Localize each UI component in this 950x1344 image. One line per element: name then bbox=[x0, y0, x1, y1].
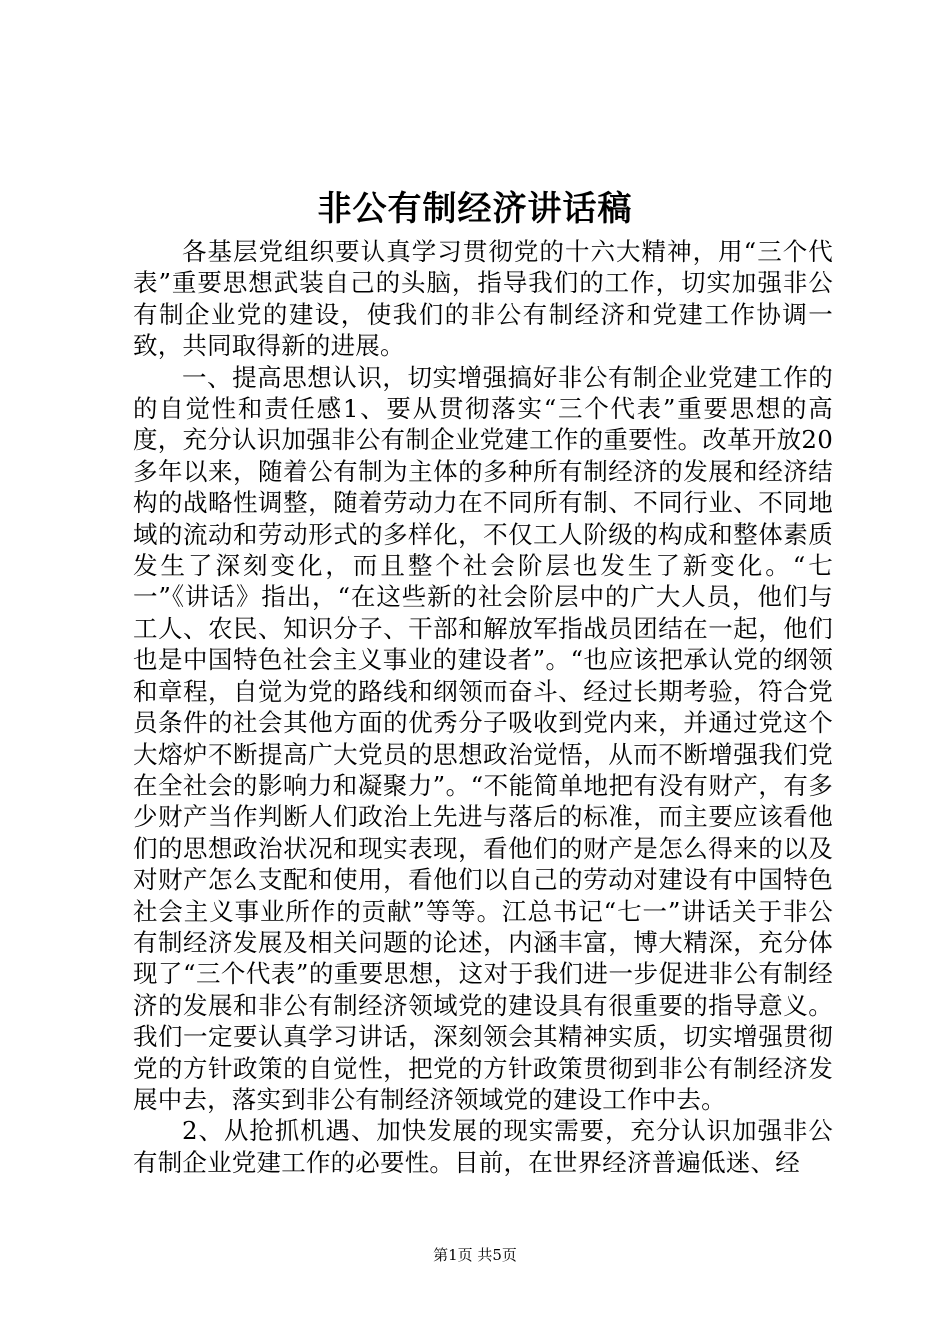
document-body bbox=[133, 236, 833, 1178]
page-number-footer: 第1页 共5页 bbox=[433, 1246, 517, 1264]
paragraph-section-one: 一、提高思想认识，切实增强搞好非公有制企业党建工作的的自觉性和责任感1、要从贯彻落实“三个代表”重要思想的高度，充分认识加强非公有制企业党建工作的重要性。改革开放20多年以来，随着公有制为主体的多种所有制经济的发展和经济结构的战略性调整，随着劳动力在不同所有制、不同行业、不同地域的流动和劳动形式的多样化，不仅工人阶级的构成和整体素质发生了深刻变化，而且整个社会阶层也发生了新变化。“七一”《讲话》指出，“在这些新的社会阶层中的广大人员，他们与工人、农民、知识分子、干部和解放军指战员团结在一起，他们也是中国特色社会主义事业的建设者”。“也应该把承认党的纲领和章程，自觉为党的路线和纲领而奋斗、经过长期考验，符合党员条件的社会其他方面的优秀分子吸收到党内来，并通过党这个大熔炉不断提高广大党员的思想政治觉悟，从而不断增强我们党在全社会的影响力和凝聚力”。“不能简单地把有没有财产，有多少财产当作判断人们政治上先进与落后的标准，而主要应该看他们的思想政治状况和现实表现，看他们的财产是怎么得来的以及对财产怎么支配和使用，看他们以自己的劳动对建设有中国特色社会主义事业所作的贡献”等等。江总书记“七一”讲话关于非公有制经济发展及相关问题的论述，内涵丰富，博大精深，充分体现了“三个代表”的重要思想，这对于我们进一步促进非公有制经济的发展和非公有制经济领域党的建设具有很重要的指导意义。我们一定要认真学习讲话，深刻领会其精神实质，切实增强贯彻党的方针政策的自觉性，把党的方针政策贯彻到非公有制经济发展中去，落实到非公有制经济领域党的建设工作中去。 bbox=[133, 362, 833, 1114]
paragraph-intro: 各基层党组织要认真学习贯彻党的十六大精神，用“三个代表”重要思想武装自己的头脑，指导我们的工作，切实加强非公有制企业党的建设，使我们的非公有制经济和党建工作协调一致，共同取得新的进展。 bbox=[133, 237, 833, 361]
paragraph-point-two: 2、从抢抓机遇、加快发展的现实需要，充分认识加强非公有制企业党建工作的必要性。目前，在世界经济普遍低迷、经 bbox=[133, 1116, 833, 1177]
document-title: 非公有制经济讲话稿 bbox=[317, 189, 633, 229]
